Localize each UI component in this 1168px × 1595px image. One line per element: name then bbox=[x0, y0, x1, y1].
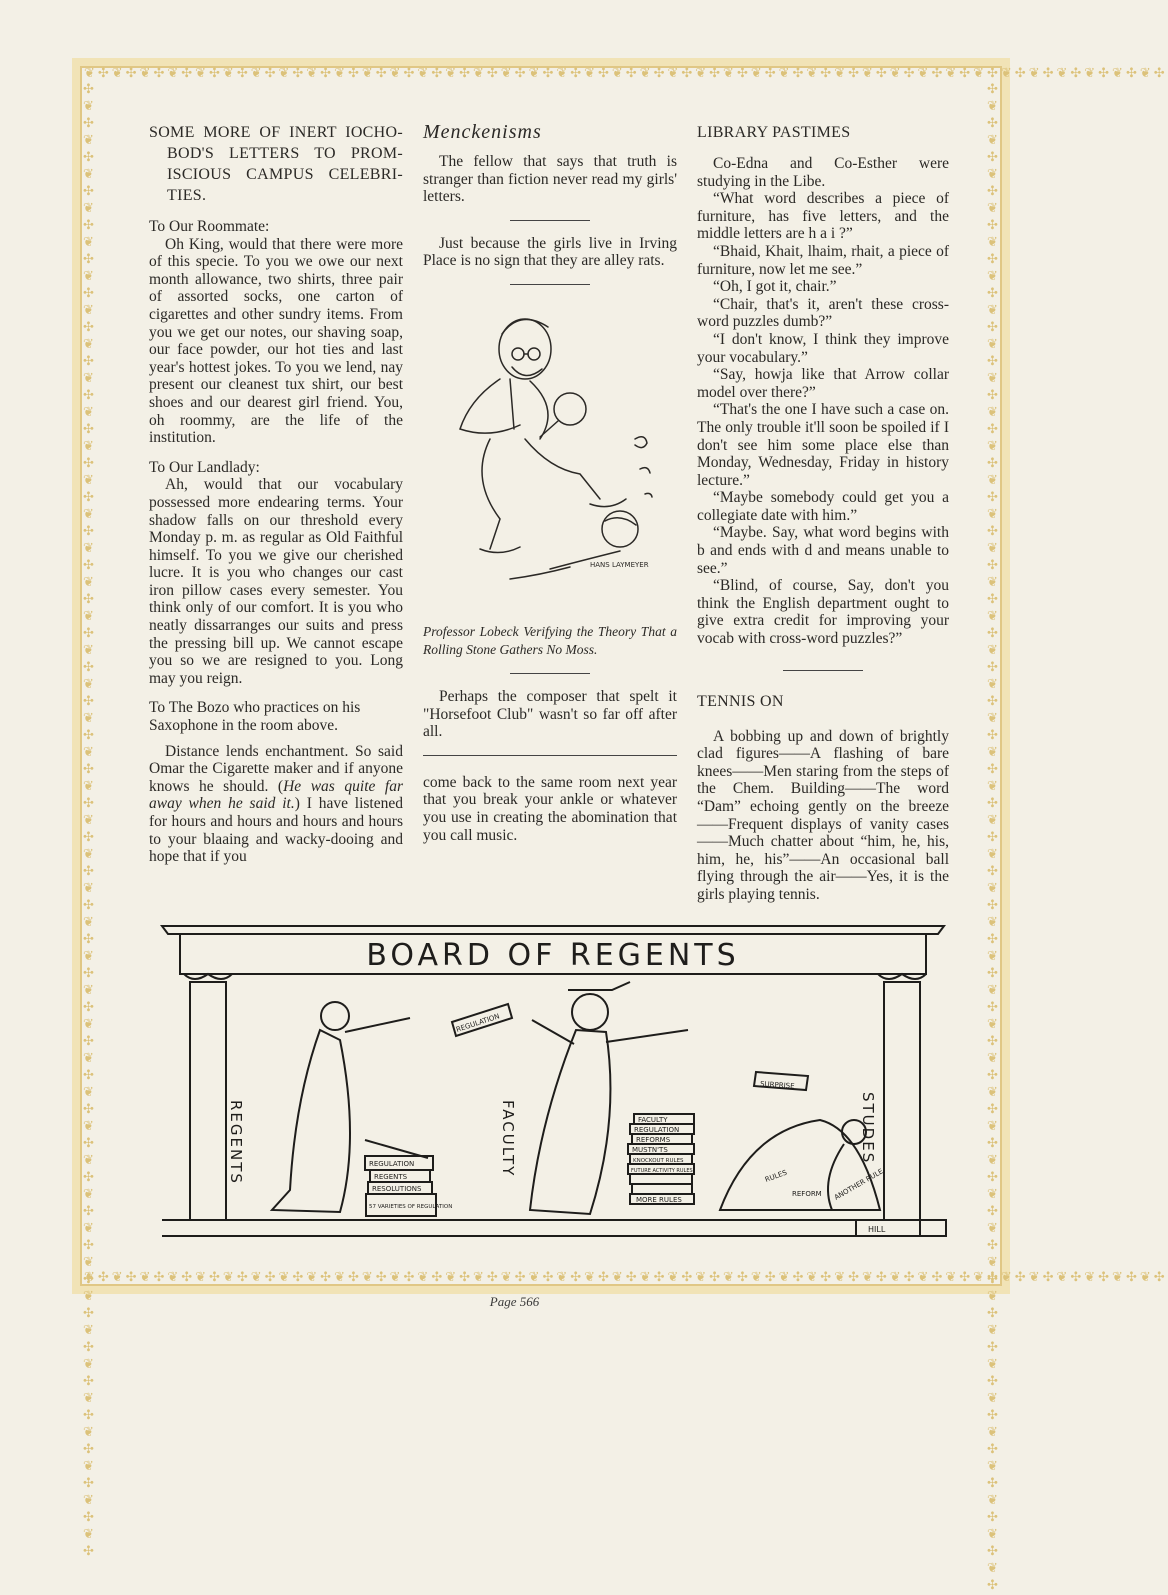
board-of-regents-cartoon bbox=[160, 920, 950, 1240]
border-ornament-bottom: ❦✣❦✣❦✣❦✣❦✣❦✣❦✣❦✣❦✣❦✣❦✣❦✣❦✣❦✣❦✣❦✣❦✣❦✣❦✣❦✣❦✣❦✣❦✣❦✣❦✣❦✣❦✣❦✣❦✣❦✣❦✣❦✣❦✣❦✣❦✣❦✣❦✣❦✣❦✣ bbox=[84, 1270, 1168, 1285]
letters-heading: SOME MORE OF INERT IOCHO-BOD'S LETTERS TO PROM-ISCIOUS CAMPUS CELEBRI-TIES. bbox=[149, 124, 403, 204]
dialogue-line: Co-Edna and Co-Esther were studying in the Libe. bbox=[697, 155, 949, 190]
professor-lobeck-cartoon bbox=[430, 299, 670, 609]
divider bbox=[510, 673, 590, 674]
column-library-pastimes bbox=[697, 122, 949, 904]
regents-title: BOARD OF REGENTS bbox=[366, 938, 740, 973]
dialogue-line: “Oh, I got it, chair.” bbox=[713, 278, 837, 296]
surprise-book-label: SURPRISE bbox=[759, 1080, 795, 1091]
faculty-book-label: MORE RULES bbox=[636, 1196, 682, 1204]
dialogue-line: “Chair, that's it, aren't these cross-word puzzles dumb?” bbox=[697, 295, 949, 331]
flying-book-label: REGULATION bbox=[455, 1012, 501, 1034]
salute-roommate: To Our Roommate: bbox=[149, 218, 270, 235]
letter-landlady: Ah, would that our vocabulary possessed more endearing terms. Your shadow falls on our threshold every Monday p. m. as regular as Old Faithful himself. To you we give our cherished lucre. It is you who changes our cast iron pillow cases every semester. You think only of our comfort. It is you who neatly dissarranges our suits and press the pressing bill up. We cannot escape you so we are resigned to you. Long may you reign. bbox=[149, 476, 403, 687]
dialogue-line: “What word describes a piece of furniture, has five letters, and the middle letters are h a i ?” bbox=[697, 190, 949, 243]
tennis-heading: TENNIS ON bbox=[697, 692, 784, 710]
tennis-paragraph: A bobbing up and down of brightly clad figures——A flashing of bare knees——Men staring from the steps of the Chem. Building——The word “Dam” echoing gently on the breeze——Frequent displays of vanity cases——Much chatter about “him, he, his, him, he, his”——An occasional ball flying through the air——Yes, it is the girls playing tennis. bbox=[697, 727, 949, 903]
regents-side-label: REGENTS bbox=[227, 1100, 245, 1185]
regents-book-label: RESOLUTIONS bbox=[372, 1185, 422, 1193]
faculty-side-label: FACULTY bbox=[499, 1100, 517, 1178]
dialogue-line: “Blind, of course, Say, don't you think the English department ought to give extra credit for improving your vocab with cross-word puzzles?” bbox=[697, 577, 949, 648]
salute-landlady: To Our Landlady: bbox=[149, 458, 260, 476]
faculty-book-label: REGULATION bbox=[634, 1126, 680, 1134]
regents-book-label: REGULATION bbox=[369, 1160, 415, 1168]
dialogue-line: “Maybe somebody could get you a collegiate date with him.” bbox=[697, 489, 949, 524]
column-menckenisms bbox=[423, 122, 677, 844]
dialogue-line: “Say, howja like that Arrow collar model over there?” bbox=[697, 366, 949, 401]
divider-wide bbox=[423, 755, 677, 756]
dialogue-line: “Maybe. Say, what word begins with b and ends with d and means unable to see.” bbox=[697, 524, 949, 577]
divider bbox=[510, 220, 590, 221]
letter-bozo-part2: ) I have listened for hours and hours and hours and hours to your blaaing and wacky-dooing and hope that if you bbox=[149, 795, 403, 866]
letter-roommate: Oh King, would that there were more of this specie. To you we owe our next month allowance, two shirts, three pair of assorted socks, one carton of cigarettes and other sundry items. From you we get our notes, our shaving soap, our face powder, our hot ties and last year's hottest jokes. To you we lend, nay present our cleanest tux shirt, our best shoes and our dearest girl friend. You, oh roommy, are the life of the institution. bbox=[149, 235, 403, 447]
salute-bozo: To The Bozo who practices on his Saxophone in the room above. bbox=[149, 699, 361, 735]
faculty-book-label: FUTURE ACTIVITY RULES bbox=[631, 1168, 693, 1174]
cartoon-caption: Professor Lobeck Verifying the Theory That a Rolling Stone Gathers No Moss. bbox=[423, 623, 677, 657]
faculty-book-label: KNOCKOUT RULES bbox=[633, 1158, 684, 1164]
faculty-book-label: REFORMS bbox=[636, 1136, 671, 1144]
divider bbox=[510, 284, 590, 285]
dialogue-line: “Bhaid, Khait, lhaim, rhait, a piece of furniture, now let me see.” bbox=[697, 242, 949, 278]
letter-bozo-continued: come back to the same room next year that you break your ankle or whatever you use in creating the abomination that you call music. bbox=[423, 773, 677, 844]
studes-side-label: STUDES bbox=[859, 1092, 877, 1165]
menckenisms-heading: Menckenisms bbox=[423, 121, 542, 143]
dialogue-line: “I don't know, I think they improve your vocabulary.” bbox=[697, 330, 949, 366]
divider bbox=[783, 670, 863, 671]
border-ornament-right: ✣❦✣❦✣❦✣❦✣❦✣❦✣❦✣❦✣❦✣❦✣❦✣❦✣❦✣❦✣❦✣❦✣❦✣❦✣❦✣❦✣❦✣❦✣❦✣❦✣❦✣❦✣❦✣❦✣❦✣❦✣❦✣❦✣❦✣❦✣❦✣❦✣❦✣❦✣❦✣❦✣❦✣❦✣❦✣❦✣ bbox=[985, 82, 1000, 1595]
regents-book-label: REGENTS bbox=[374, 1173, 408, 1181]
mencken-item-2: Just because the girls live in Irving Place is no sign that they are alley rats. bbox=[423, 234, 677, 270]
faculty-book-label: FACULTY bbox=[638, 1116, 668, 1124]
letter-bozo bbox=[149, 743, 403, 866]
mencken-item-3: Perhaps the composer that spelt it "Horsefoot Club" wasn't so far off after all. bbox=[423, 687, 677, 741]
studes-book-label: RULES bbox=[763, 1168, 789, 1184]
artist-signature: HILL bbox=[868, 1225, 886, 1234]
border-ornament-left: ✣❦✣❦✣❦✣❦✣❦✣❦✣❦✣❦✣❦✣❦✣❦✣❦✣❦✣❦✣❦✣❦✣❦✣❦✣❦✣❦✣❦✣❦✣❦✣❦✣❦✣❦✣❦✣❦✣❦✣❦✣❦✣❦✣❦✣❦✣❦✣❦✣❦✣❦✣❦✣❦✣❦✣❦✣❦✣ bbox=[81, 82, 96, 1561]
page-number: Page 566 bbox=[489, 1294, 540, 1309]
regents-book-label: 57 VARIETIES OF REGULATION bbox=[369, 1204, 453, 1210]
faculty-book-label: MUSTN'TS bbox=[632, 1146, 668, 1154]
studes-book-label: REFORM bbox=[792, 1190, 822, 1198]
dialogue-line: “That's the one I have such a case on. The only trouble it'll soon be spoiled if I don't see him some place else than Monday, Wednesday, Friday in history lecture.” bbox=[697, 401, 949, 489]
border-ornament-top: ❦✣❦✣❦✣❦✣❦✣❦✣❦✣❦✣❦✣❦✣❦✣❦✣❦✣❦✣❦✣❦✣❦✣❦✣❦✣❦✣❦✣❦✣❦✣❦✣❦✣❦✣❦✣❦✣❦✣❦✣❦✣❦✣❦✣❦✣❦✣❦✣❦✣❦✣❦✣ bbox=[84, 66, 1168, 81]
mencken-item-1: The fellow that says that truth is stranger than fiction never read my girls' letters. bbox=[423, 153, 677, 206]
library-heading: LIBRARY PASTIMES bbox=[697, 124, 851, 141]
letter-bozo-aside: He was quite far away when he said it. bbox=[149, 777, 404, 813]
studes-book-label: ANOTHER RULE bbox=[833, 1167, 885, 1202]
letter-bozo-part1: Distance lends enchantment. So said Omar the Cigarette maker and if anyone knows he should. ( bbox=[149, 742, 403, 795]
column-letters bbox=[149, 122, 403, 866]
cartoon-signature: HANS LAYMEYER bbox=[590, 560, 649, 569]
